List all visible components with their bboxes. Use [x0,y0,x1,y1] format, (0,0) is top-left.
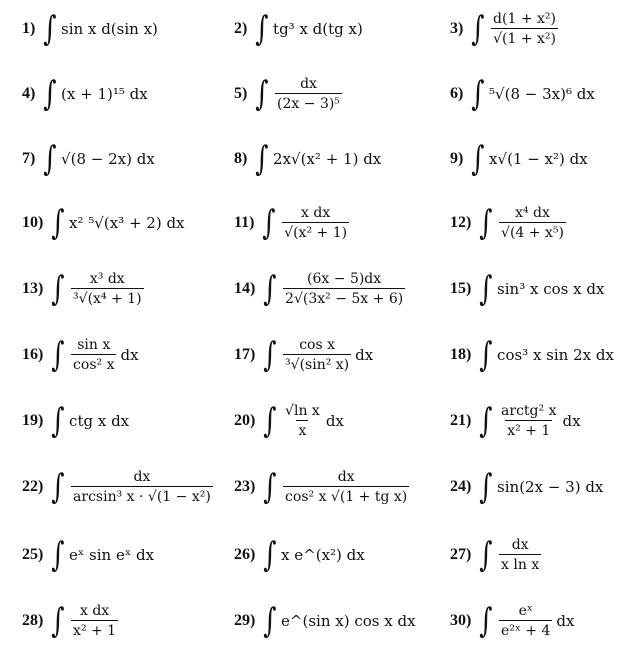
fraction [499,403,558,439]
problem-number: 30) [450,612,472,629]
integrand [281,546,365,564]
integral-sign-icon: ∫ [263,401,277,441]
integral-problem [450,530,543,580]
integral-problem [450,198,568,248]
integral-problem [450,134,588,184]
fraction [71,603,118,639]
integrand [497,346,614,364]
problem-number: 1) [22,20,36,37]
integral-sign-icon: ∫ [471,74,485,114]
integral-sign-icon: ∫ [479,467,493,507]
problem-number: 13) [22,280,44,297]
integrand [69,546,154,564]
denominator: √(4 + x⁵) [499,222,566,241]
integral-problem [234,596,416,646]
integral-problem [234,396,344,446]
denominator: x [296,420,308,439]
denominator: 2√(3x² − 5x + 6) [283,288,405,307]
integrand [281,271,407,307]
integral-problem [22,198,185,248]
denominator: cos² x √(1 + tg x) [283,486,409,505]
denominator: e²ˣ + 4 [499,620,552,639]
integrand [497,478,603,496]
integrand [497,403,581,439]
integrand [281,612,416,630]
integrand-text: ctg x dx [69,412,130,430]
integrand-text: sin x d(sin x) [61,20,158,38]
numerator: arctg² x [501,403,557,419]
integral-sign-icon: ∫ [51,203,65,243]
denominator: √(x² + 1) [282,222,349,241]
integrand [281,469,411,505]
numerator: x³ dx [89,271,125,287]
integrand-text: sin³ x cos x dx [497,280,605,298]
fraction [499,603,552,639]
integral-sign-icon: ∫ [263,535,277,575]
problem-number: 12) [450,214,472,231]
problem-number: 17) [234,346,256,363]
denominator: √(1 + x²) [491,28,558,47]
integral-sign-icon: ∫ [262,203,276,243]
problem-number: 7) [22,150,36,167]
problem-number: 20) [234,412,256,429]
differential: dx [355,346,374,364]
integrand [489,150,588,168]
problem-number: 5) [234,85,248,102]
integrand-text: eˣ sin eˣ dx [69,546,155,564]
integral-sign-icon: ∫ [479,335,493,375]
integral-problem [450,330,614,380]
integral-sign-icon: ∫ [471,9,485,49]
integral-sign-icon: ∫ [263,335,277,375]
fraction [283,271,405,307]
integral-sign-icon: ∫ [43,139,57,179]
problem-number: 4) [22,85,36,102]
fraction [71,337,116,373]
problem-number: 22) [22,478,44,495]
problem-number: 21) [450,412,472,429]
fraction [491,11,558,47]
integrand [273,76,344,112]
integral-sign-icon: ∫ [43,74,57,114]
numerator: dx [337,469,355,485]
integral-sign-icon: ∫ [263,467,277,507]
integral-problem [450,596,574,646]
integral-problem [22,69,148,119]
integrand-text: cos³ x sin 2x dx [497,346,614,364]
integral-sign-icon: ∫ [479,401,493,441]
integrand [281,337,373,373]
integrand [69,469,215,505]
integrand [489,85,595,103]
problem-number: 8) [234,150,248,167]
denominator: ³√(x⁴ + 1) [71,288,144,307]
integral-sign-icon: ∫ [479,601,493,641]
integral-problem [22,530,154,580]
integral-problem [22,396,129,446]
integral-problem [22,462,215,512]
integral-problem [234,134,381,184]
denominator: ³√(sin² x) [283,354,351,373]
integrand-text: e^(sin x) cos x dx [281,612,416,630]
problem-number: 15) [450,280,472,297]
integral-sign-icon: ∫ [479,203,493,243]
integrand-text: sin(2x − 3) dx [497,478,604,496]
integral-sign-icon: ∫ [51,335,65,375]
integrand [69,412,129,430]
differential: dx [562,412,581,430]
fraction [283,337,351,373]
integrand-text: ⁵√(8 − 3x)⁶ dx [489,85,595,103]
integral-problem [450,4,560,54]
problem-number: 10) [22,214,44,231]
numerator: (6x − 5)dx [307,271,382,287]
integrand-text: 2x√(x² + 1) dx [273,150,382,168]
integral-problem [450,462,603,512]
differential: dx [120,346,139,364]
numerator: d(1 + x²) [493,11,556,27]
denominator: arcsin³ x · √(1 − x²) [71,486,213,505]
numerator: x dx [301,205,331,221]
integrand [497,537,543,573]
problem-number: 11) [234,214,255,231]
integral-sign-icon: ∫ [479,535,493,575]
integral-sign-icon: ∫ [263,269,277,309]
integral-problem [22,596,120,646]
problem-number: 24) [450,478,472,495]
fraction [71,469,213,505]
integrand [489,11,560,47]
integrand [69,337,138,373]
numerator: eˣ [518,603,533,619]
integral-problem [234,198,351,248]
numerator: x⁴ dx [515,205,550,221]
numerator: cos x [299,337,335,353]
integral-sign-icon: ∫ [263,601,277,641]
integral-sign-icon: ∫ [51,601,65,641]
integral-problem [22,4,158,54]
differential: dx [556,612,575,630]
denominator: (2x − 3)⁵ [275,93,342,112]
integrand [61,20,158,38]
integral-sign-icon: ∫ [479,269,493,309]
integrand-text: (x + 1)¹⁵ dx [61,85,148,103]
fraction [283,469,409,505]
numerator: dx [133,469,151,485]
integrand [61,85,148,103]
differential: dx [325,412,344,430]
numerator: x dx [79,603,110,619]
integral-problem [234,330,373,380]
problem-number: 29) [234,612,256,629]
fraction [275,76,342,112]
integral-sign-icon: ∫ [255,74,269,114]
integrand [69,271,146,307]
problem-number: 14) [234,280,256,297]
numerator: dx [511,537,529,553]
problem-number: 25) [22,546,44,563]
fraction [499,205,566,241]
problem-number: 19) [22,412,44,429]
integrand [69,214,184,232]
integral-problem [22,264,146,314]
integral-problem [22,134,155,184]
fraction [71,271,144,307]
integrand-text: tg³ x d(tg x) [273,20,363,38]
integral-sign-icon: ∫ [51,269,65,309]
integrand [69,603,120,639]
numerator: dx [300,76,317,92]
integrand [61,150,155,168]
integral-problem [234,69,344,119]
integrand-text: x√(1 − x²) dx [489,150,588,168]
integral-problem [450,264,604,314]
integral-problem [450,69,595,119]
problem-number: 16) [22,346,44,363]
integrand [273,150,381,168]
integrand-text: x² ⁵√(x³ + 2) dx [69,214,185,232]
problem-number: 3) [450,20,464,37]
problem-number: 27) [450,546,472,563]
integrand [273,20,363,38]
problem-number: 6) [450,85,464,102]
problem-number: 9) [450,150,464,167]
integral-problem [234,4,363,54]
integral-sign-icon: ∫ [51,467,65,507]
numerator: √ln x [285,403,320,419]
integral-problem [22,330,139,380]
numerator: sin x [77,337,111,353]
problem-number: 2) [234,20,248,37]
integral-problem [234,530,365,580]
fraction [282,205,349,241]
integral-sign-icon: ∫ [255,9,269,49]
integrand [497,205,568,241]
problem-number: 18) [450,346,472,363]
integrand-text: √(8 − 2x) dx [61,150,155,168]
problem-number: 23) [234,478,256,495]
denominator: x² + 1 [505,420,552,439]
integrand [281,403,344,439]
integrand-text: x e^(x²) dx [281,546,365,564]
integrand [280,205,351,241]
integral-sign-icon: ∫ [471,139,485,179]
denominator: cos² x [71,354,116,373]
integral-sign-icon: ∫ [51,535,65,575]
integral-sign-icon: ∫ [51,401,65,441]
problem-number: 28) [22,612,44,629]
fraction [283,403,322,439]
problem-number: 26) [234,546,256,563]
integrand [497,603,574,639]
integral-sign-icon: ∫ [255,139,269,179]
integrand [497,280,604,298]
integral-sign-icon: ∫ [43,9,57,49]
denominator: x² + 1 [71,620,118,639]
fraction [499,537,541,573]
denominator: x ln x [499,554,541,573]
integral-problem [234,462,411,512]
integral-problem [450,396,581,446]
integral-problem [234,264,407,314]
